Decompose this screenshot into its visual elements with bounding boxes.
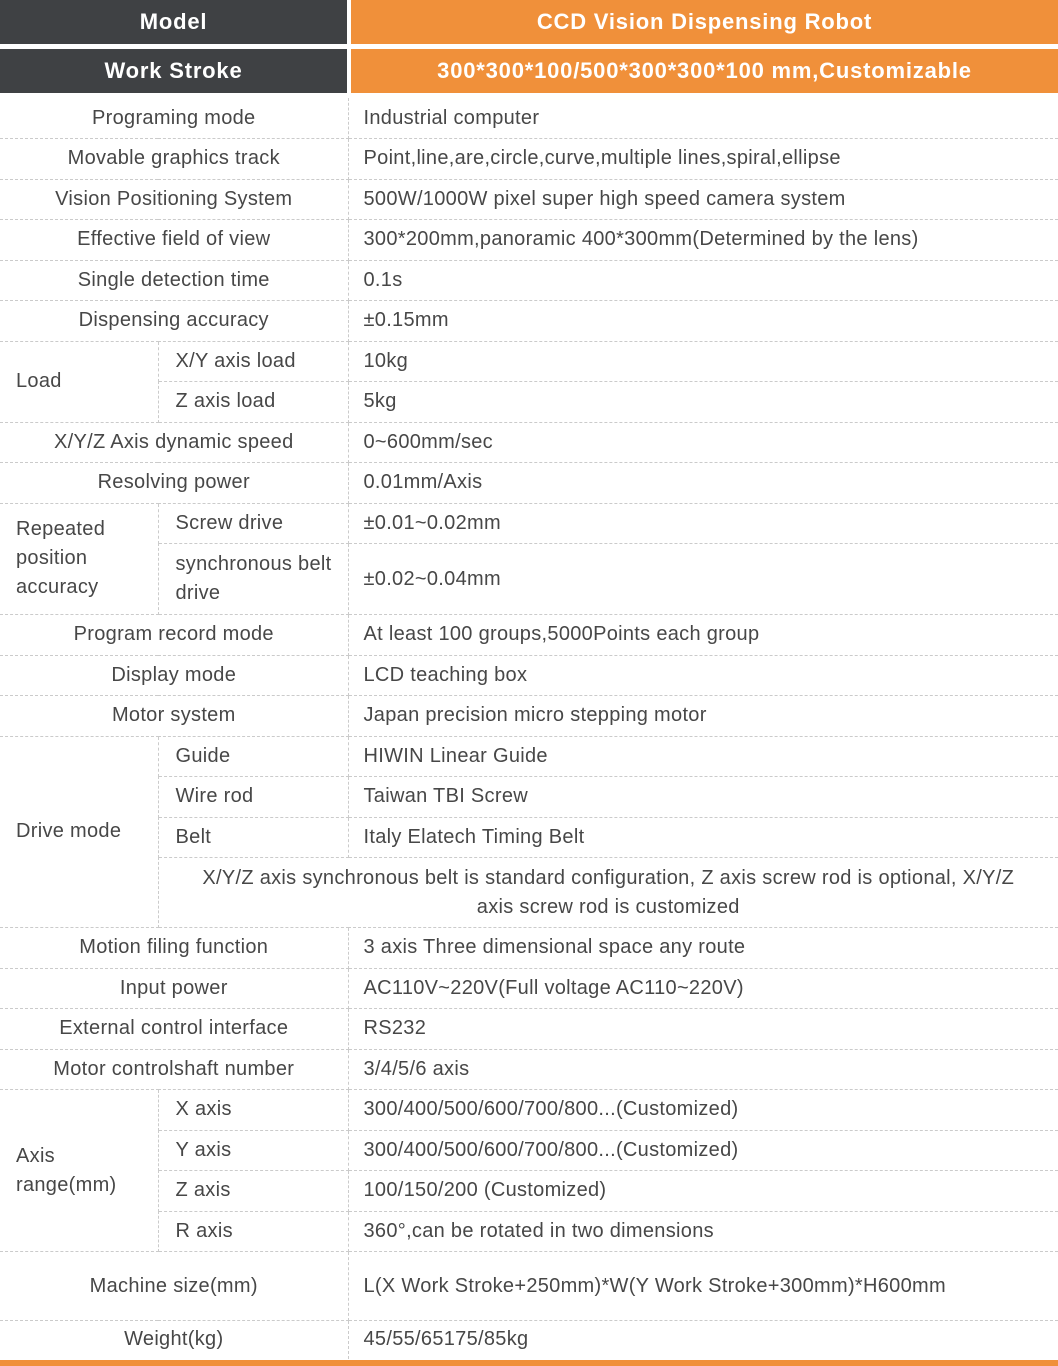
spec-value: 300/400/500/600/700/800...(Customized) bbox=[348, 1130, 1058, 1171]
table-row bbox=[0, 1009, 1058, 1050]
spec-value: 3 axis Three dimensional space any route bbox=[348, 928, 1058, 969]
spec-value: 5kg bbox=[348, 382, 1058, 423]
table-row bbox=[0, 220, 1058, 261]
spec-label: Resolving power bbox=[0, 463, 348, 504]
spec-sublabel: Belt bbox=[158, 817, 348, 858]
spec-value: 0.1s bbox=[348, 260, 1058, 301]
table-row bbox=[0, 817, 1058, 858]
spec-value: 360°,can be rotated in two dimensions bbox=[348, 1211, 1058, 1252]
model-header-row bbox=[0, 0, 1058, 44]
table-row bbox=[0, 503, 1058, 544]
table-row bbox=[0, 696, 1058, 737]
spec-label: Dispensing accuracy bbox=[0, 301, 348, 342]
spec-value: ±0.02~0.04mm bbox=[348, 544, 1058, 615]
table-row bbox=[0, 1252, 1058, 1321]
work-stroke-header-row bbox=[0, 49, 1058, 93]
group-label-repeated-position-accuracy: Repeated position accuracy bbox=[0, 503, 158, 615]
table-row bbox=[0, 422, 1058, 463]
table-row bbox=[0, 655, 1058, 696]
table-row bbox=[0, 301, 1058, 342]
spec-label: Machine size(mm) bbox=[0, 1252, 348, 1321]
spec-value: 500W/1000W pixel super high speed camera system bbox=[348, 179, 1058, 220]
table-row bbox=[0, 544, 1058, 615]
spec-value: LCD teaching box bbox=[348, 655, 1058, 696]
model-header-label: Model bbox=[0, 0, 347, 44]
spec-label: Display mode bbox=[0, 655, 348, 696]
spec-value: 300/400/500/600/700/800...(Customized) bbox=[348, 1090, 1058, 1131]
table-row bbox=[0, 736, 1058, 777]
spec-table bbox=[0, 98, 1058, 1359]
spec-sublabel: synchronous belt drive bbox=[158, 544, 348, 615]
table-row bbox=[0, 1211, 1058, 1252]
spec-label: Programing mode bbox=[0, 98, 348, 139]
model-header-value: CCD Vision Dispensing Robot bbox=[351, 0, 1058, 44]
spec-value: HIWIN Linear Guide bbox=[348, 736, 1058, 777]
spec-label: Motion filing function bbox=[0, 928, 348, 969]
table-row bbox=[0, 928, 1058, 969]
spec-value: ±0.15mm bbox=[348, 301, 1058, 342]
spec-label: X/Y/Z Axis dynamic speed bbox=[0, 422, 348, 463]
bottom-accent-bar bbox=[0, 1360, 1058, 1366]
spec-label: Vision Positioning System bbox=[0, 179, 348, 220]
spec-label: External control interface bbox=[0, 1009, 348, 1050]
work-stroke-header-value: 300*300*100/500*300*300*100 mm,Customizable bbox=[351, 49, 1058, 93]
spec-sublabel: Screw drive bbox=[158, 503, 348, 544]
spec-value: Italy Elatech Timing Belt bbox=[348, 817, 1058, 858]
table-row bbox=[0, 777, 1058, 818]
spec-label: Weight(kg) bbox=[0, 1321, 348, 1359]
spec-label: Program record mode bbox=[0, 615, 348, 656]
spec-sublabel: Guide bbox=[158, 736, 348, 777]
group-label-drive-mode: Drive mode bbox=[0, 736, 158, 928]
spec-sublabel: Z axis bbox=[158, 1171, 348, 1212]
table-row bbox=[0, 1090, 1058, 1131]
spec-label: Motor controlshaft number bbox=[0, 1049, 348, 1090]
table-row bbox=[0, 1321, 1058, 1359]
table-row bbox=[0, 382, 1058, 423]
table-row bbox=[0, 1171, 1058, 1212]
spec-value: 100/150/200 (Customized) bbox=[348, 1171, 1058, 1212]
spec-value: Industrial computer bbox=[348, 98, 1058, 139]
spec-sublabel: Z axis load bbox=[158, 382, 348, 423]
table-row bbox=[0, 463, 1058, 504]
spec-value: At least 100 groups,5000Points each group bbox=[348, 615, 1058, 656]
spec-sublabel: X axis bbox=[158, 1090, 348, 1131]
spec-label: Effective field of view bbox=[0, 220, 348, 261]
table-row bbox=[0, 1049, 1058, 1090]
table-row bbox=[0, 858, 1058, 928]
spec-sublabel: R axis bbox=[158, 1211, 348, 1252]
table-row bbox=[0, 139, 1058, 180]
spec-sublabel: Y axis bbox=[158, 1130, 348, 1171]
table-row bbox=[0, 179, 1058, 220]
group-label-axis-range: Axis range(mm) bbox=[0, 1090, 158, 1252]
table-row bbox=[0, 1130, 1058, 1171]
table-row bbox=[0, 341, 1058, 382]
work-stroke-header-label: Work Stroke bbox=[0, 49, 347, 93]
spec-value: Point,line,are,circle,curve,multiple lines,spiral,ellipse bbox=[348, 139, 1058, 180]
spec-value: 300*200mm,panoramic 400*300mm(Determined by the lens) bbox=[348, 220, 1058, 261]
spec-value: 3/4/5/6 axis bbox=[348, 1049, 1058, 1090]
table-row bbox=[0, 968, 1058, 1009]
spec-value: 0.01mm/Axis bbox=[348, 463, 1058, 504]
spec-value: Japan precision micro stepping motor bbox=[348, 696, 1058, 737]
table-row bbox=[0, 98, 1058, 139]
spec-value: 0~600mm/sec bbox=[348, 422, 1058, 463]
spec-value: L(X Work Stroke+250mm)*W(Y Work Stroke+300mm)*H600mm bbox=[348, 1252, 1058, 1321]
spec-value: 45/55/65175/85kg bbox=[363, 1328, 529, 1351]
spec-label: Movable graphics track bbox=[0, 139, 348, 180]
spec-sublabel: X/Y axis load bbox=[158, 341, 348, 382]
spec-label: Input power bbox=[0, 968, 348, 1009]
drive-mode-note: X/Y/Z axis synchronous belt is standard configuration, Z axis screw rod is optional, X/Y/Z axis screw rod is customized bbox=[158, 858, 1058, 928]
spec-value: ±0.01~0.02mm bbox=[348, 503, 1058, 544]
table-row bbox=[0, 615, 1058, 656]
spec-value: AC110V~220V(Full voltage AC110~220V) bbox=[348, 968, 1058, 1009]
spec-label: Single detection time bbox=[0, 260, 348, 301]
spec-sublabel: Wire rod bbox=[158, 777, 348, 818]
spec-value: Taiwan TBI Screw bbox=[348, 777, 1058, 818]
table-row bbox=[0, 260, 1058, 301]
group-label-load: Load bbox=[0, 341, 158, 422]
spec-label: Motor system bbox=[0, 696, 348, 737]
spec-value: 10kg bbox=[348, 341, 1058, 382]
spec-value: RS232 bbox=[348, 1009, 1058, 1050]
